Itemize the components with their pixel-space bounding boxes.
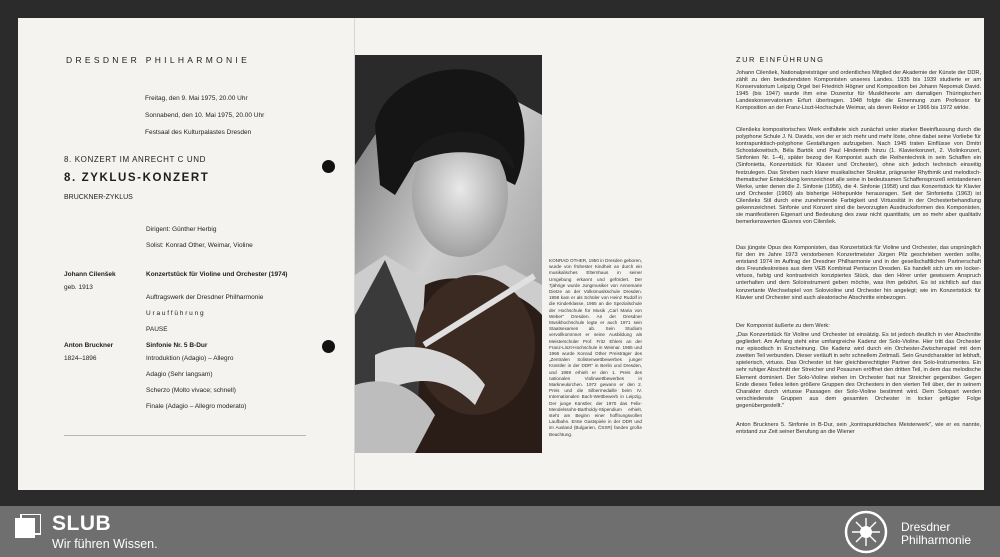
slub-tagline: Wir führen Wissen. <box>52 537 158 551</box>
slub-logo-icon[interactable] <box>15 514 41 540</box>
slub-name[interactable]: SLUB <box>52 512 112 535</box>
intro-paragraph: Das jüngste Opus des Komponisten, das Konzertstück für Violine und Orchester, das ursprünglich für den im Jahre 1973 verstorbenen Konzertmeister Jürgen Pilz geschrieben werden sollte, entstand 1974 im Auftrag der Dresdner Philharmonie und in der gesellschaftlichen Partnerschaft des Freundeskreises aus dem VEB Kombinat Pentacon Dresden. Es handelt sich um ein locker-virtuos, farbig und kontrastreich konzipiertes Stück, das den Hörer unter gewissem Anspruch unterhalten und dem Soloinstrument geben möchte, was ihm gebührt. Es ist sichtlich auf das konzertante Wechselspiel von Solovioline und Orchester hin angelegt; wie im Konzertstück für Klavier und Orchester sind auch aleatorische Abschnitte einbezogen. <box>736 245 981 301</box>
composer-quote: „Das Konzertstück für Violine und Orchester ist einsätzig. Es ist jedoch deutlich in vier Abschnitte gegliedert. Am Anfang steht eine umfangreiche Kadenz der Solo-Violine. Hier tritt das Orchester nur episodisch in Erscheinung. Die Kadenz wird durch ein Orchester-Zwischenspiel mit dem zweiten Teil verbunden. Dieser verläuft in sehr schnellem Zeitmaß. Sein Grundcharakter ist lebhaft, spielerisch, virtuos. Das Orchester ist hier gleichberechtigter Partner des Solo-Instrumentes. Ein sehr ruhiger Abschnitt der Streicher und Posaunen eröffnet den dritten Teil, in dem das melodische Element dominiert. Der Solo-Violine stehen im Orchester fast nur Streicher gegenüber. Gegen Ende dieses Teiles leiten größere Gruppen des Orchesters in den vierten Teil über, der in seinem Charakter durch virtuose Passagen der Solo-Violine bestimmt wird. Dem Solopart werden verschiedenste Gruppen aus dem gesamten Orchester in locker gefügter Folge gegenübergestellt." <box>736 332 981 409</box>
intro-paragraph: Anton Bruckners 5. Sinfonie in B-Dur, sein „kontrapunktisches Meisterwerk", wie er es nannte, entstand zur Zeit seiner Berufung an die Wiener <box>736 422 981 436</box>
organization-title: DRESDNER PHILHARMONIE <box>66 55 251 65</box>
composer-name: Anton Bruckner <box>64 342 114 349</box>
cycle-title: 8. ZYKLUS-KONZERT <box>64 172 210 184</box>
cycle-subtitle: BRUCKNER-ZYKLUS <box>64 194 133 201</box>
movement: Adagio (Sehr langsam) <box>146 371 213 378</box>
punch-hole <box>322 340 335 353</box>
movement: Scherzo (Molto vivace; schnell) <box>146 387 236 394</box>
intro-paragraph: Der Komponist äußerte zu dem Werk: <box>736 323 830 329</box>
violinist-photo <box>355 55 542 453</box>
concert-date-2: Sonnabend, den 10. Mai 1975, 20.00 Uhr <box>145 112 265 119</box>
dresdner-philharmonie-name[interactable]: Dresdner Philharmonie <box>901 520 972 547</box>
punch-hole <box>322 160 335 173</box>
venue: Festsaal des Kulturpalastes Dresden <box>145 129 252 136</box>
premiere-note: Uraufführung <box>146 310 206 317</box>
movement: Introduktion (Adagio) – Allegro <box>146 355 234 362</box>
intro-paragraph: Johann Cilenšek, Nationalpreisträger und ordentliches Mitglied der Akademie der Künste der DDR, zählt zu den bedeutendsten Komponisten unseres Landes. 1935 bis 1939 studierte er am Konservatorium Leipzig Orgel bei Friedrich Högner und Komposition bei Johann Nepomuk David. 1945 (bis 1947) wurde ihm eine Dozentur für Musiktheorie am damaligen Thüringischen Landeskonservatorium Erfurt übertragen. 1948 folgte die Ernennung zum Professor für Komposition an der Franz-Liszt-Hochschule Weimar, als deren Rektor er 1966 bis 1972 wirkte. <box>736 70 981 112</box>
intermission: PAUSE <box>146 326 168 333</box>
conductor: Dirigent: Günther Herbig <box>146 226 217 233</box>
commission-note: Auftragswerk der Dresdner Philharmonie <box>146 294 264 301</box>
dresdner-philharmonie-logo-icon[interactable] <box>844 510 888 554</box>
section-heading: ZUR EINFÜHRUNG <box>736 55 825 64</box>
work-title: Konzertstück für Violine und Orchester (1974) <box>146 271 288 278</box>
footer-bar <box>0 506 1000 557</box>
intro-paragraph: Cilenšeks kompositorisches Werk entfaltete sich zunächst unter starker Beeinflussung durch die polyphone Schule J. N. Davids, von der er sich mehr und mehr löste, ohne dabei seine Vorliebe für kontrapunktisch-polyphone Gestaltungen aufzugeben. Nach 1945 traten Einflüsse von Dmitri Schostakowitsch, Béla Bartók und Paul Hindemith hinzu (1. Klavierkonzert, 2. Violinkonzert, Sinfonien Nr. 1–4), später bezog der Komponist auch die Reihentechnik in sein Schaffen ein (Sinfonietta, Konzertstück für Klavier und Orchester), ohne sich jedoch technisch einseitig festzulegen. Das Streben nach klarer musikalischer Struktur, prägnanter Rhythmik und melodisch-thematischer Entwicklung kennzeichnet alle seine in bedeutsamen Schaffensprozeß entstandenen Werke, unter denen die 2. Sinfonie (1956), die 4. Sinfonie (1958) und das Konzertstück für Klavier und Orchester (1960) als bisherige Höhepunkte herausragen. Seit der Sinfonietta (1963) ist Cilenšeks Stil durch eine zunehmende Farbigkeit und Virtuosität in der Orchesterbehandlung gekennzeichnet. Sinfonie und Konzert sind die bevorzugten Ausdrucksformen des Komponisten, sie manifestieren Eigenart und Bedeutung des zwar nicht quantitativ, um so mehr aber qualitativ bemerkenswerten Œuvres von Cilenšek. <box>736 127 981 226</box>
work-title: Sinfonie Nr. 5 B-Dur <box>146 342 208 349</box>
soloist: Solist: Konrad Other, Weimar, Violine <box>146 242 253 249</box>
photo-caption: KONRAD OTHER, 1950 in Dresden geboren, wurde von frühester Kindheit an durch ein musikalisches Elternhaus in seiner Umgebung erkannt und gefördert. Der 7jährige wurde Jungmusiker von Annemarie Dietze an der Volksmusikschule Dresden. 1958 kam er als Schüler von Heinz Rudolf in die Kinderklasse, 1965 an die Spezialschule der Hochschule für Musik „Carl Maria von Weber" Dresden. An der Dresdner Musikhochschule legte er auch 1971 sein Staatsexamen ab. Sein Studium vervollkommnet er seine Ausbildung als Meisterschüler Prof. Fritz Ehlers an der Franz-Liszt-Hochschule in Weimar. 1965 und 1966 wurde Konrad Other Preisträger des „Zentralen Solistenwettbewerbes junger Künstler in der DDR" in Berlin und Dresden, und 1969 erhielt er den 1. Preis des nationalen Violinwettbewerbes in Markneukirchen. 1972 gewann er den 2. Preis und die Silbermedaille beim IV. Internationalen Bach-Wettbewerb in Leipzig. Der junge Künstler, der 1970 das Felix-Mendelssohn-Bartholdy-Stipendium erhielt, steht am Beginn einer hoffnungsvollen Laufbahn. Erste Gastspiele in der DDR und im Ausland (Bulgarien, ČSSR) fanden große Beachtung. <box>549 258 642 437</box>
divider <box>64 435 306 436</box>
composer-years: 1824–1896 <box>64 355 97 362</box>
concert-date-1: Freitag, den 9. Mai 1975, 20.00 Uhr <box>145 95 248 102</box>
composer-years: geb. 1913 <box>64 284 93 291</box>
composer-name: Johann Cilenšek <box>64 271 116 278</box>
concert-series: 8. KONZERT IM ANRECHT C UND <box>64 155 206 164</box>
movement: Finale (Adagio – Allegro moderato) <box>146 403 247 410</box>
program-sheet <box>18 18 984 490</box>
